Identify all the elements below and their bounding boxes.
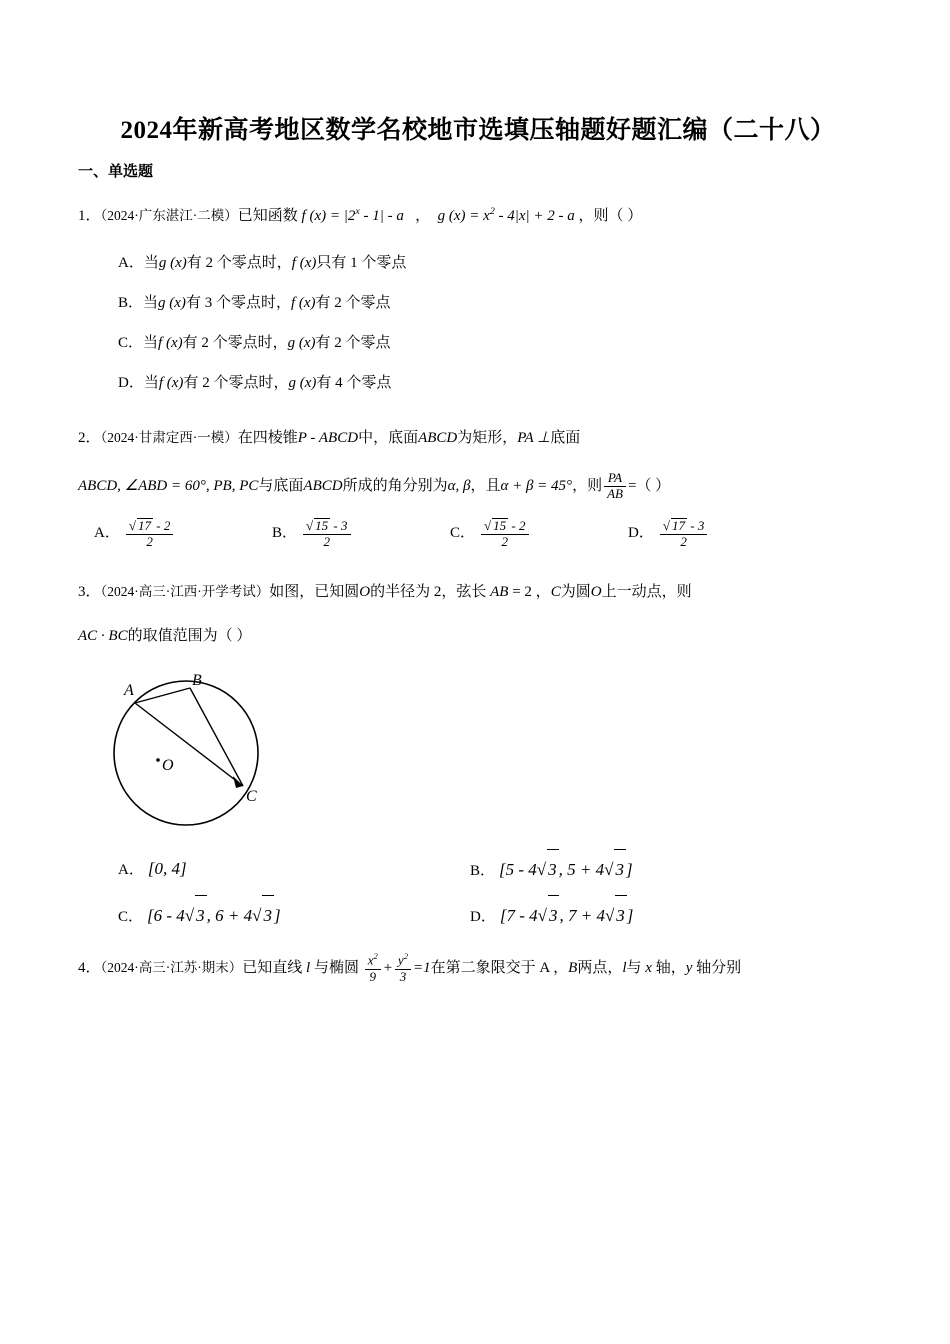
question-2-line2: ABCD, ∠ABD = 60°, PB, PC与底面ABCD所成的角分别为α, β，且α + β = 45°，则 $\frac{PA}{AB}$ =（ ）: [78, 470, 671, 502]
question-3-option-A[interactable]: A． [0, 4]: [118, 859, 187, 878]
question-3-number: 3．: [78, 584, 101, 600]
ratio-PA-AB: $\frac{PA}{AB}$: [604, 471, 626, 502]
question-4-number: 4．: [78, 960, 101, 976]
fn-f: f (x): [290, 295, 316, 311]
question-2-option-C[interactable]: C． $\frac{√ 15 - 2}{2}$: [450, 513, 628, 553]
label-A: A: [124, 682, 134, 699]
document-body: [78, 110, 878, 995]
question-1-option-A[interactable]: A．当g (x)有 2 个零点时，f (x)只有 1 个零点: [118, 255, 407, 271]
question-3-option-D[interactable]: D． [7 - 4√ 3 , 7 + 4√ 3 ]: [470, 895, 822, 937]
question-3-source: （2024·高三·江西·开学考试）: [100, 584, 270, 599]
question-2: 2．（2024·甘肃定西·一模）在四棱锥P - ABCD中，底面ABCD为矩形，PA ⊥底面: [78, 430, 581, 446]
question-1-g-expr: g $(x) = x^2 - 4|x| + 2 - a$: [437, 206, 575, 224]
fn-g: g (x): [288, 375, 317, 391]
fn-g: g (x): [158, 295, 186, 311]
question-3: 3．（2024·高三·江西·开学考试）如图，已知圆O的半径为 2，弦长 AB = 2 ，C为圆O上一动点，则: [78, 584, 692, 600]
fn-f: f (x): [291, 255, 317, 271]
question-3-options: [118, 849, 878, 937]
question-1-option-D[interactable]: D．当f (x)有 2 个零点时，g (x)有 4 个零点: [118, 375, 392, 391]
ellipse-term-y: $\frac{y^2}{3}$: [395, 952, 411, 984]
question-1-option-B[interactable]: B．当g (x)有 3 个零点时，f (x)有 2 个零点: [118, 295, 391, 311]
segment-AC: [135, 703, 243, 786]
question-2-option-A[interactable]: A． $\frac{√ 17 - 2}{2}$: [94, 513, 272, 553]
question-1: 1．（2024·广东湛江·二模）已知函数 f $(x) = |2^x - 1| - a$ ， g $(x) = x^2 - 4|x| + 2 - a$ ，则（ ）: [78, 206, 643, 224]
dot-product-AC-BC: AC · BC: [78, 628, 128, 644]
question-2-source: （2024·甘肃定西·一模）: [100, 430, 238, 445]
question-1-stem-after: ，则（ ）: [578, 208, 643, 224]
circle-figure: [88, 663, 878, 843]
segment-BC: [190, 688, 243, 786]
question-1-stem: 已知函数: [237, 208, 298, 224]
question-1-option-C[interactable]: C．当f (x)有 2 个零点时，g (x)有 2 个零点: [118, 335, 391, 351]
question-3-line2: AC · BC的取值范围为（ ）: [78, 628, 252, 644]
question-1-f-expr: f $(x) = |2^x - 1| - a$: [301, 206, 404, 224]
question-2-option-B[interactable]: B． $\frac{√ 15 - 3}{2}$: [272, 513, 450, 553]
base-ABCD: ABCD: [418, 430, 458, 446]
question-4-source: （2024·高三·江苏·期末）: [100, 960, 243, 975]
ellipse-term-x: $\frac{x^2}{9}$: [365, 952, 381, 984]
question-2-options: [94, 513, 878, 553]
question-1-source: （2024·广东湛江·二模）: [100, 208, 238, 223]
circle-figure-svg: [88, 663, 338, 838]
question-1-options: [118, 243, 878, 403]
page-title: 2024年新高考地区数学名校地市选填压轴题好题汇编（二十八）: [120, 117, 836, 144]
fn-f: f (x): [158, 375, 184, 391]
label-B: B: [192, 672, 202, 689]
question-1-number: 1．: [78, 208, 101, 224]
question-2-number: 2．: [78, 430, 101, 446]
question-4: 4．（2024·高三·江苏·期末）已知直线 l 与椭圆 $\frac{x^2}{9}$ + $\frac{y^2}{3}$ =1在第二象限交于 A ，B两点，l与 x 轴，y 轴分别: [78, 951, 742, 984]
pyramid-PABCD: P - ABCD: [297, 430, 359, 446]
fn-g: g (x): [287, 335, 316, 351]
section-heading: 一、单选题: [78, 163, 154, 180]
question-2-option-D[interactable]: D． $\frac{√ 17 - 3}{2}$: [628, 513, 806, 553]
label-O: O: [162, 757, 174, 774]
question-3-option-B[interactable]: B． [5 - 4√ 3 , 5 + 4√ 3 ]: [470, 849, 822, 891]
PA-perp: PA ⊥: [517, 430, 551, 446]
center-point: [156, 758, 160, 762]
label-C: C: [246, 788, 257, 805]
fn-f: f (x): [158, 335, 183, 351]
question-3-option-C[interactable]: C． [6 - 4√ 3 , 6 + 4√ 3 ]: [118, 895, 470, 937]
fn-g: g (x): [158, 255, 187, 271]
